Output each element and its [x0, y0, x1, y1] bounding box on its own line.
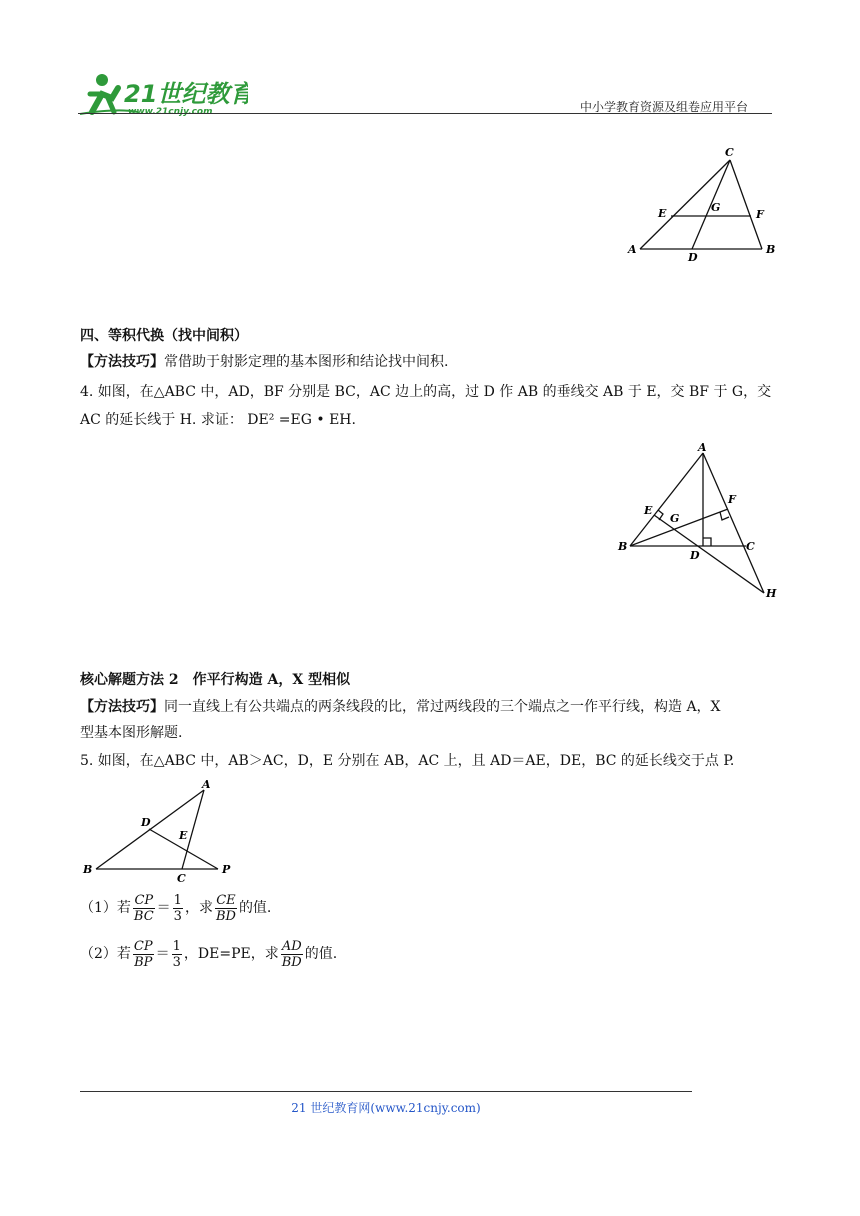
- section-4-title: 四、等积代换（找中间积）: [80, 328, 248, 344]
- fig2-label-a: A: [698, 441, 707, 454]
- fig2-label-c: C: [746, 540, 755, 553]
- fig1-label-g: G: [711, 201, 721, 214]
- method-2-tip-line-1: [80, 697, 721, 717]
- fraction-ad-bd: [281, 939, 303, 970]
- fraction-denominator: 3: [173, 908, 182, 924]
- part-1-suffix: 的值.: [238, 900, 272, 916]
- platform-name: 中小学教育资源及组卷应用平台: [579, 100, 748, 114]
- fig3-label-p: P: [222, 863, 231, 876]
- part-1-prefix: （1）若: [80, 900, 131, 916]
- fig2-label-e: E: [644, 504, 653, 517]
- question-5: 5. 如图，在△ABC 中，AB＞AC，D，E 分别在 AB，AC 上，且 AD＝AE，DE，BC 的延长线交于点 P.: [80, 753, 735, 769]
- method-2-title: 核心解题方法 2 作平行构造 A，X 型相似: [80, 672, 351, 688]
- question-4-line-1: 4. 如图，在△ABC 中，AD，BF 分别是 BC，AC 边上的高，过 D 作 AB 的垂线交 AB 于 E，交 BF 于 G，交: [80, 384, 772, 400]
- figure-2-triangle: [610, 438, 790, 608]
- fraction-denominator: BD: [215, 908, 236, 924]
- logo-url: www.21cnjy.com: [128, 107, 213, 117]
- figure-3-triangle: [78, 776, 248, 884]
- equals-sign: ＝: [156, 900, 171, 916]
- part-2-prefix: （2）若: [80, 946, 131, 962]
- tip-text-2: 同一直线上有公共端点的两条线段的比，常过两线段的三个端点之一作平行线，构造 A，X: [164, 699, 721, 715]
- header-divider: [78, 113, 772, 114]
- fig2-label-b: B: [618, 540, 628, 553]
- tip-label: 【方法技巧】: [80, 354, 164, 370]
- part-1-mid: ，求: [184, 900, 213, 916]
- question-4-line-2: AC 的延长线于 H. 求证： DE² =EG • EH.: [80, 412, 356, 428]
- fig2-label-g: G: [670, 512, 680, 525]
- fraction-numerator: AD: [281, 938, 302, 954]
- fig3-label-e: E: [179, 829, 188, 842]
- method-2-tip-line-2: 型基本图形解题.: [80, 725, 183, 741]
- section-4-tip: [80, 352, 448, 372]
- logo-text: 21世纪教育: [124, 80, 248, 108]
- fig3-label-d: D: [141, 816, 151, 829]
- fraction-denominator: BD: [281, 954, 302, 970]
- tip-text: 常借助于射影定理的基本图形和结论找中间积.: [164, 354, 449, 370]
- fig2-label-f: F: [728, 493, 736, 506]
- fraction-cp-bp: [133, 939, 154, 970]
- fig1-label-f: F: [756, 208, 764, 221]
- footer-link[interactable]: 21 世纪教育网(www.21cnjy.com): [291, 1101, 481, 1115]
- fig1-label-d: D: [688, 251, 698, 264]
- fig2-label-h: H: [766, 587, 777, 600]
- fraction-ce-bd: [215, 893, 237, 924]
- fraction-cp-bc: [133, 893, 155, 924]
- part-2-suffix: 的值.: [304, 946, 338, 962]
- fraction-denominator: BP: [134, 954, 153, 970]
- tip-label-2: 【方法技巧】: [80, 699, 164, 715]
- fig2-label-d: D: [690, 549, 700, 562]
- fraction-denominator: BC: [133, 908, 154, 924]
- figure-1-triangle: [620, 140, 790, 270]
- fraction-numerator: 1: [173, 892, 182, 908]
- fig3-label-b: B: [83, 863, 93, 876]
- fig1-label-a: A: [628, 243, 637, 256]
- fig1-label-b: B: [766, 243, 776, 256]
- equals-sign: ＝: [155, 946, 170, 962]
- fraction-numerator: CP: [133, 938, 153, 954]
- fig1-label-e: E: [658, 207, 667, 220]
- footer-divider: [80, 1091, 692, 1092]
- fraction-numerator: CP: [134, 892, 154, 908]
- question-5-part-1: [80, 888, 271, 928]
- fraction-denominator: 3: [172, 954, 181, 970]
- question-5-part-2: [80, 934, 337, 974]
- fig3-label-c: C: [177, 872, 186, 884]
- fig3-label-a: A: [202, 778, 211, 791]
- fig1-label-c: C: [725, 146, 734, 159]
- fraction-numerator: CE: [216, 892, 236, 908]
- fraction-one-third: [173, 893, 183, 924]
- fraction-numerator: 1: [172, 938, 181, 954]
- part-2-mid: ，DE=PE，求: [183, 946, 279, 962]
- fraction-one-third: [172, 939, 182, 970]
